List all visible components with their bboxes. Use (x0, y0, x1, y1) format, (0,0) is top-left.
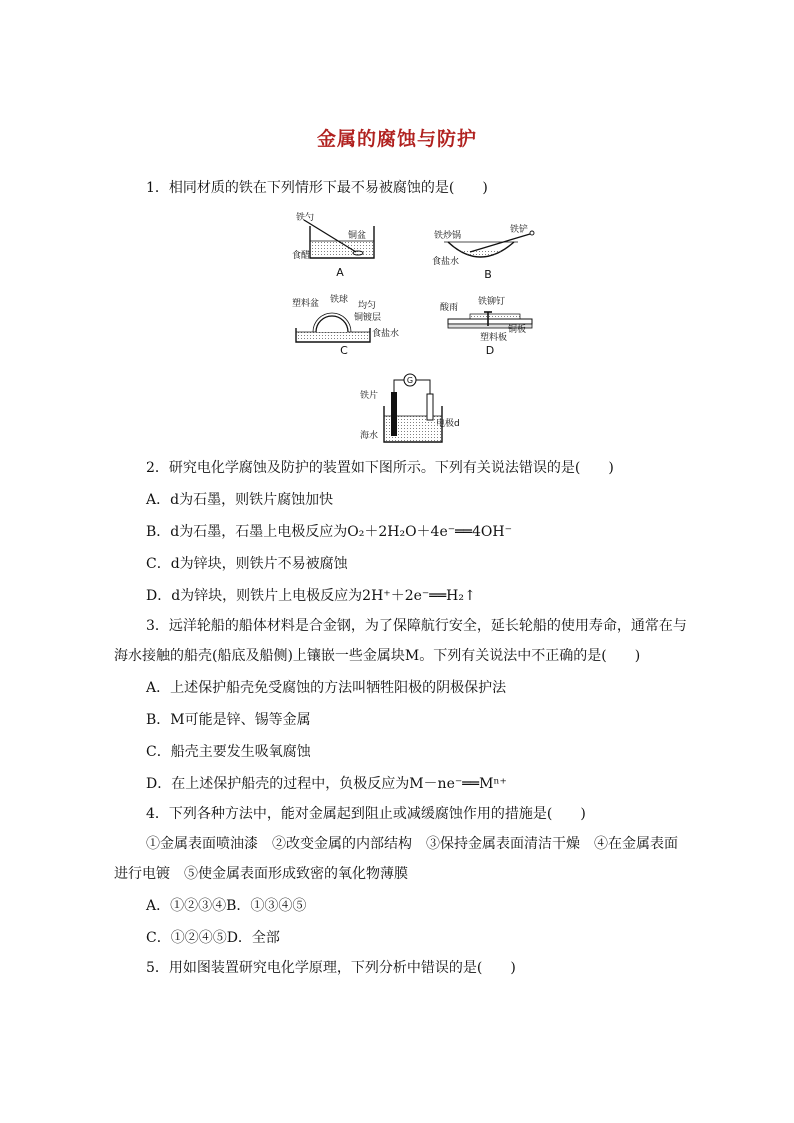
figure-q2-apparatus (358, 370, 468, 448)
figure-c-label-plastic-basin: 塑料盆 (292, 299, 320, 309)
figure-d-label-acid-rain: 酸雨 (440, 303, 459, 313)
figure-c-label-copper-plating: 铜镀层 (354, 313, 382, 323)
question-4-stem: 4．下列各种方法中，能对金属起到阻止或减缓腐蚀作用的措施是( ) (146, 806, 586, 822)
page-title: 金属的腐蚀与防护 (316, 128, 477, 150)
question-3-stem-line-1: 3．远洋轮船的船体材料是合金钢，为了保障航行安全，延长轮船的使用寿命，通常在与 (146, 618, 687, 634)
figure-a-caption: A (336, 266, 344, 279)
figure-d-label-copper-plate: 铜板 (508, 325, 527, 335)
question-3-stem-line-2: 海水接触的船壳(船底及船侧)上镶嵌一些金属块M。下列有关说法中不正确的是( ) (114, 648, 641, 664)
question-3-option-b: B．M可能是锌、锡等金属 (146, 712, 311, 728)
question-5-stem: 5．用如图装置研究电化学原理，下列分析中错误的是( ) (146, 960, 516, 976)
figure-c (288, 292, 406, 358)
figure-b-label-salt-water: 食盐水 (432, 257, 460, 267)
figure-b (430, 220, 540, 282)
question-4-options-ab: A．①②③④B．①③④⑤ (146, 898, 307, 914)
figure-q2-label-electrode-d: 电极d (436, 419, 460, 429)
figure-a-label-spoon: 铁勺 (296, 213, 315, 223)
figure-b-label-spatula: 铁铲 (510, 225, 529, 235)
figure-b-caption: B (484, 268, 492, 281)
figure-d-caption: D (485, 344, 495, 357)
figure-a-label-basin: 铜盆 (348, 231, 367, 241)
figure-d-label-rivet: 铁铆钉 (478, 297, 506, 307)
question-3-option-d: D．在上述保护船壳的过程中，负极反应为M－ne⁻══Mⁿ⁺ (146, 776, 507, 792)
question-3-option-a: A．上述保护船壳免受腐蚀的方法叫牺牲阳极的阴极保护法 (146, 680, 507, 696)
question-2-option-c: C．d为锌块，则铁片不易被腐蚀 (146, 556, 348, 572)
figure-q2-label-iron-sheet: 铁片 (360, 391, 379, 401)
question-4-options-cd: C．①②④⑤D．全部 (146, 930, 280, 946)
question-1-stem: 1．相同材质的铁在下列情形下最不易被腐蚀的是( ) (146, 180, 488, 196)
figure-c-label-iron-ball: 铁球 (330, 295, 349, 305)
figure-c-label-uniform: 均匀 (358, 301, 377, 311)
question-3-option-c: C．船壳主要发生吸氧腐蚀 (146, 744, 311, 760)
question-2-option-a: A．d为石墨，则铁片腐蚀加快 (146, 492, 334, 508)
question-2-option-d: D．d为锌块，则铁片上电极反应为2H⁺＋2e⁻══H₂↑ (146, 588, 476, 604)
figure-d-label-plastic-plate: 塑料板 (480, 333, 508, 343)
question-4-items-line-2: 进行电镀 ⑤使金属表面形成致密的氧化物薄膜 (114, 866, 408, 882)
question-2-option-b: B．d为石墨，石墨上电极反应为O₂＋2H₂O＋4e⁻══4OH⁻ (146, 524, 512, 540)
figure-c-label-salt-water: 食盐水 (372, 329, 400, 339)
figure-b-label-wok: 铁炒锅 (434, 231, 462, 241)
figure-a (290, 208, 390, 280)
figure-d (440, 294, 546, 358)
question-2-stem: 2．研究电化学腐蚀及防护的装置如下图所示。下列有关说法错误的是( ) (146, 460, 614, 476)
figure-q2-label-seawater: 海水 (360, 431, 379, 441)
question-4-items-line-1: ①金属表面喷油漆 ②改变金属的内部结构 ③保持金属表面清洁干燥 ④在金属表面 (146, 836, 678, 852)
galvanometer-label: G (406, 376, 414, 385)
figure-c-caption: C (340, 344, 348, 357)
figure-a-label-vinegar: 食醋 (292, 251, 311, 261)
